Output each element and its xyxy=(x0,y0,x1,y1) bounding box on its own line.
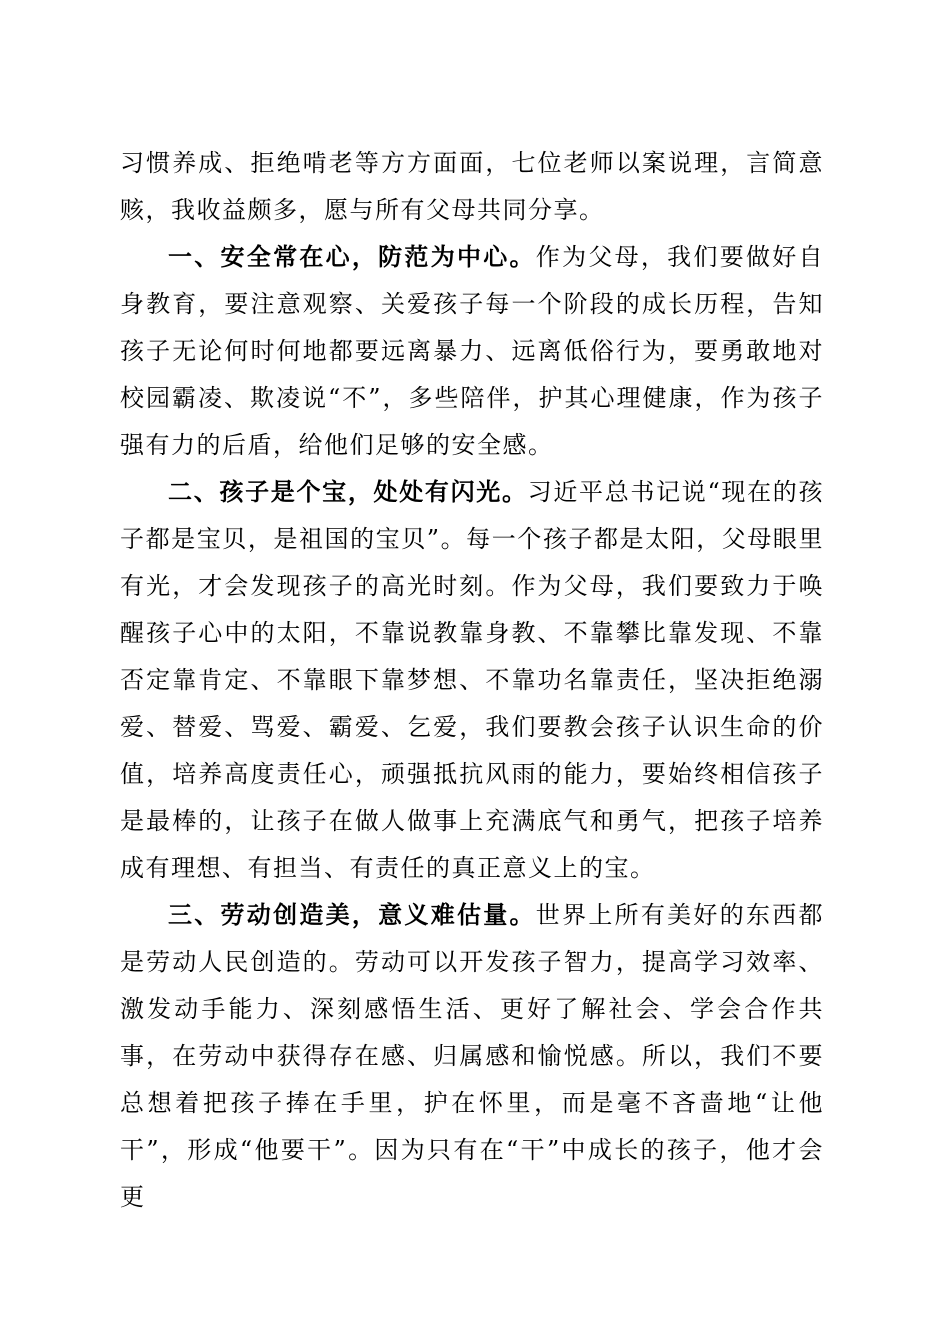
paragraph-heading: 三、劳动创造美，意义难估量。 xyxy=(168,901,536,929)
paragraph-labor xyxy=(120,892,824,1221)
paragraph-text: 习惯养成、拒绝啃老等方方面面，七位老师以案说理，言简意赅，我收益颇多，愿与所有父母共同分享。 xyxy=(120,149,824,224)
paragraph-treasure xyxy=(120,469,824,892)
paragraph-text: 习近平总书记说“现在的孩子都是宝贝，是祖国的宝贝”。每一个孩子都是太阳，父母眼里有光，才会发现孩子的高光时刻。作为父母，我们要致力于唤醒孩子心中的太阳，不靠说教靠身教、不靠攀比靠发现、不靠否定靠肯定、不靠眼下靠梦想、不靠功名靠责任，坚决拒绝溺爱、替爱、骂爱、霸爱、乞爱，我们要教会孩子认识生命的价值，培养高度责任心，顽强抵抗风雨的能力，要始终相信孩子是最棒的，让孩子在做人做事上充满底气和勇气，把孩子培养成有理想、有担当、有责任的真正意义上的宝。 xyxy=(120,478,825,882)
document-body xyxy=(120,140,824,1221)
paragraph-heading: 二、孩子是个宝，处处有闪光。 xyxy=(168,478,528,506)
paragraph-safety xyxy=(120,234,824,469)
paragraph-heading: 一、安全常在心，防范为中心。 xyxy=(168,243,536,271)
paragraph-text: 世界上所有美好的东西都是劳动人民创造的。劳动可以开发孩子智力，提高学习效率、激发动手能力、深刻感悟生活、更好了解社会、学会合作共事，在劳动中获得存在感、归属感和愉悦感。所以，我们不要总想着把孩子捧在手里，护在怀里，而是毫不吝啬地“让他干”，形成“他要干”。因为只有在“干”中成长的孩子，他才会更 xyxy=(120,901,825,1211)
paragraph-continuation xyxy=(120,140,824,234)
paragraph-text: 作为父母，我们要做好自身教育，要注意观察、关爱孩子每一个阶段的成长历程，告知孩子无论何时何地都要远离暴力、远离低俗行为，要勇敢地对校园霸凌、欺凌说“不”，多些陪伴，护其心理健康，作为孩子强有力的后盾，给他们足够的安全感。 xyxy=(120,243,825,459)
